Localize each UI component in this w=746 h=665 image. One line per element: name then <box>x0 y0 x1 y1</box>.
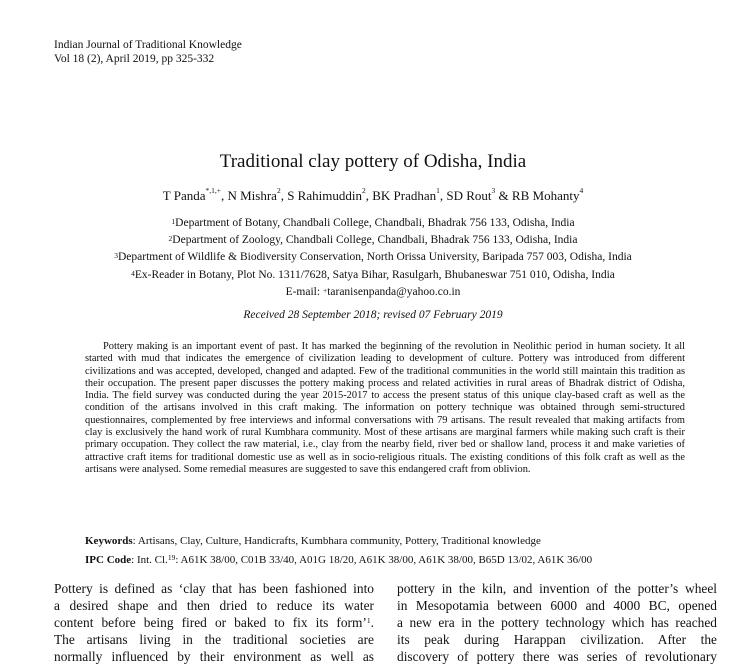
text-line: Pottery is defined as ‘clay that has been fashioned into <box>54 581 374 596</box>
text-line: normally influenced by their environment as well as <box>54 649 374 664</box>
email-link[interactable]: taranisenpanda@yahoo.co.in <box>327 285 461 298</box>
affiliation: $^4$Ex-Reader in Botany, Plot No. 1311/7628, Satya Bihar, Rasulgarh, Bhubaneswar 751 010, Odisha, India <box>131 268 615 281</box>
affiliation-list <box>0 215 746 301</box>
journal-name: Indian Journal of Traditional Knowledge <box>54 39 242 51</box>
author: BK Pradhan$^1$, <box>372 186 447 203</box>
author: S Rahimuddin$^2$, <box>287 186 373 203</box>
ipc-code: IPC Code: Int. Cl.$^{19}$: A61K 38/00, C01B 33/40, A01G 18/20, A61K 38/00, A61K 38/00, B65D 13/02, A61K 36/00 <box>85 553 593 566</box>
text-line: content before being fired or baked to fix its form’$^1$. <box>54 615 374 630</box>
text-line: pottery in the kiln, and invention of the potter’s wheel <box>397 581 717 596</box>
affiliation: $^2$Department of Zoology, Chandbali College, Chandbali, Bhadrak 756 133, Odisha, India <box>168 234 578 247</box>
text-line: a desired shape and then dried to reduce its water <box>54 598 374 613</box>
text-line: its peak during Harappan civilization. After the <box>397 632 717 647</box>
abstract: Pottery making is an important event of past. It has marked the beginning of the revolution in Neolithic period in human society. It all started with mud that indicates the emergence of civilization leading to development of culture. Pottery was introduced from different civilizations and was accepted, developed, changed and adapted. Few of the traditional communities in the world still maintain this tradition as their occupation. The present paper discusses the pottery making process and related activities in rural areas of Bhadrak district of Odisha, India. The field survey was conducted during the year 2015-2017 to access the present status of this unique clay-based craft as well as the condition of the artisans involved in this craft making. The information on pottery technique was obtained through semi-structured questionnaires, complemented by free interviews and informal conversations with 79 artisans. The result revealed that making artifacts from clay is exclusively the hand work of rural Kumbhara community. Most of these artisans are marginal farmers while making such craft is their primary occupation. They collect the raw material, i.e., clay from the nearby field, river bed or shallow land, process it and make varieties of attractive craft items for traditional domestic use as well as in socio-religious rituals. The existing conditions of this folk craft as well as the artisans were analysed. Some remedial measures are suggested to save this endangered craft from oblivion. <box>85 341 685 475</box>
affiliation: $^3$Department of Wildlife & Biodiversity Conservation, North Orissa University, Baripada 757 003, Odisha, India <box>114 251 632 264</box>
text-line: a new era in the pottery technology which has reached <box>397 615 717 630</box>
author: T Panda$^{*,1,+}$, <box>162 186 228 203</box>
email-line: E-mail: +taranisenpanda@yahoo.co.in <box>285 285 461 298</box>
keywords: Keywords: Artisans, Clay, Culture, Handicrafts, Kumbhara community, Pottery, Traditional knowledge <box>85 535 541 547</box>
author-list <box>0 188 746 204</box>
received-dates: Received 28 September 2018; revised 07 February 2019 <box>243 309 503 321</box>
paper-title: Traditional clay pottery of Odisha, India <box>219 151 527 172</box>
author: SD Rout$^3$ & <box>446 186 512 203</box>
text-line: The artisans living in the traditional societies are <box>54 632 374 647</box>
author: N Mishra$^2$, <box>227 186 288 203</box>
journal-header <box>54 38 242 66</box>
body-column-left <box>54 580 374 665</box>
affiliation: $^1$Department of Botany, Chandbali College, Chandbali, Bhadrak 756 133, Odisha, India <box>171 217 575 229</box>
text-line: discovery of pottery there was series of revolutionary <box>397 649 717 664</box>
author: RB Mohanty$^4$ <box>511 186 584 203</box>
text-line: in Mesopotamia between 6000 and 4000 BC, opened <box>397 598 717 613</box>
body-column-right <box>397 580 717 665</box>
journal-issue: Vol 18 (2), April 2019, pp 325-332 <box>54 53 215 65</box>
